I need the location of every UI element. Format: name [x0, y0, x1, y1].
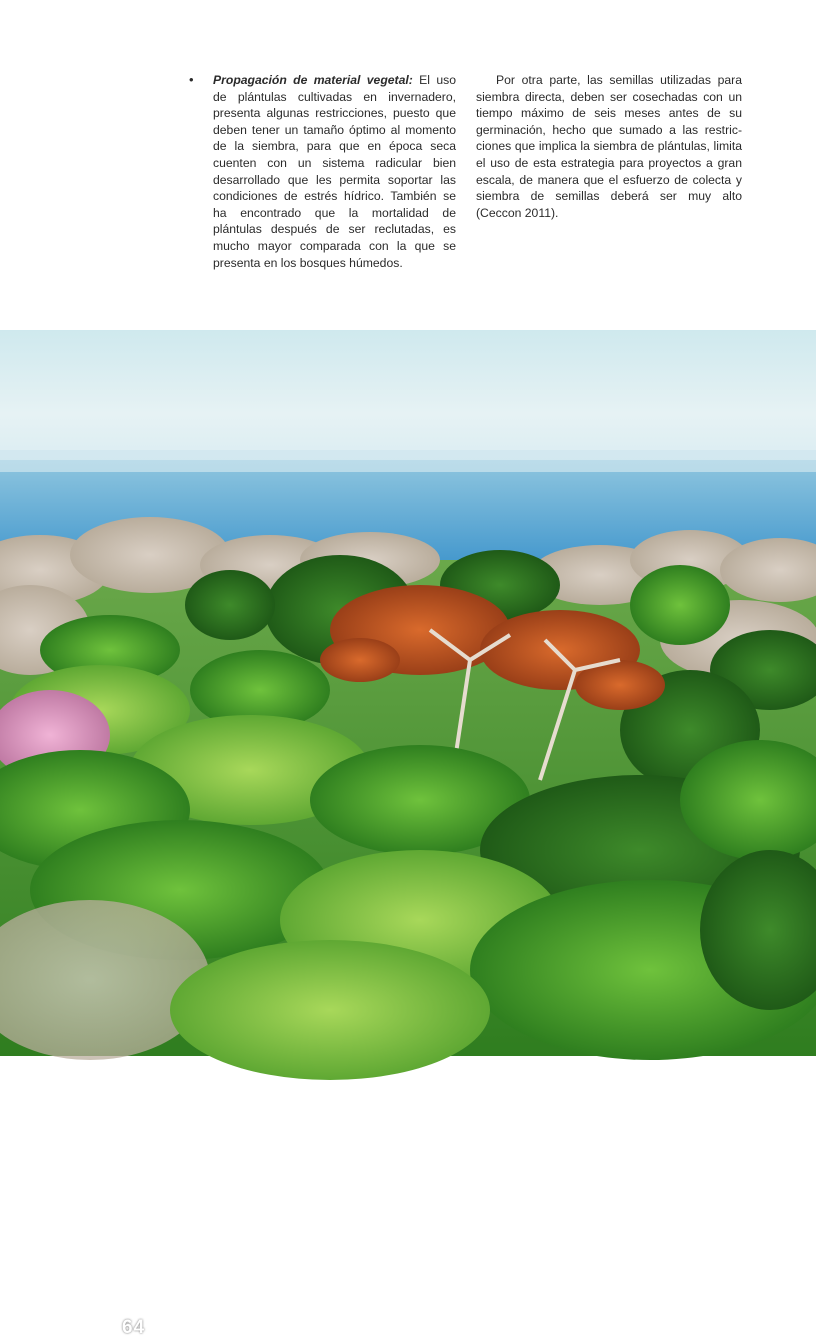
forest-landscape-image	[0, 330, 816, 1056]
bullet-text: El uso de plántulas cultivadas en invernadero, presenta algunas restricciones, puesto que deben tener un tamaño óptimo al momento de la siembra, para que en época seca cuenten con un sistema radicular bien desarrollado que les permita soportar las condiciones de estrés hídrico. También se ha encontrado que la mortalidad de plántulas después de ser reclutadas, es mucho mayor comparada con la que se presenta en los bosques húmedos.	[213, 73, 456, 270]
page-number: 64	[122, 1317, 146, 1338]
bullet-term: Propagación de material vegetal:	[213, 73, 413, 87]
right-paragraph: Por otra parte, las semillas utilizadas para siembra directa, deben ser cosechadas con un tiempo máximo de seis meses antes de su germinación, hecho que sumado a las restricciones que implica la siembra de plántulas, limita el uso de esta estrategia para proyectos a gran escala, de manera que el esfuerzo de colecta y siembra de semillas deberá ser muy alto (Ceccon 2011).	[476, 73, 742, 220]
bullet-icon: •	[189, 72, 194, 87]
dry-forest-photo	[0, 330, 816, 1338]
green-canopy-front	[0, 715, 816, 1080]
left-column	[189, 72, 456, 271]
text-section	[0, 72, 816, 332]
right-column	[476, 72, 742, 221]
sky	[0, 330, 816, 470]
